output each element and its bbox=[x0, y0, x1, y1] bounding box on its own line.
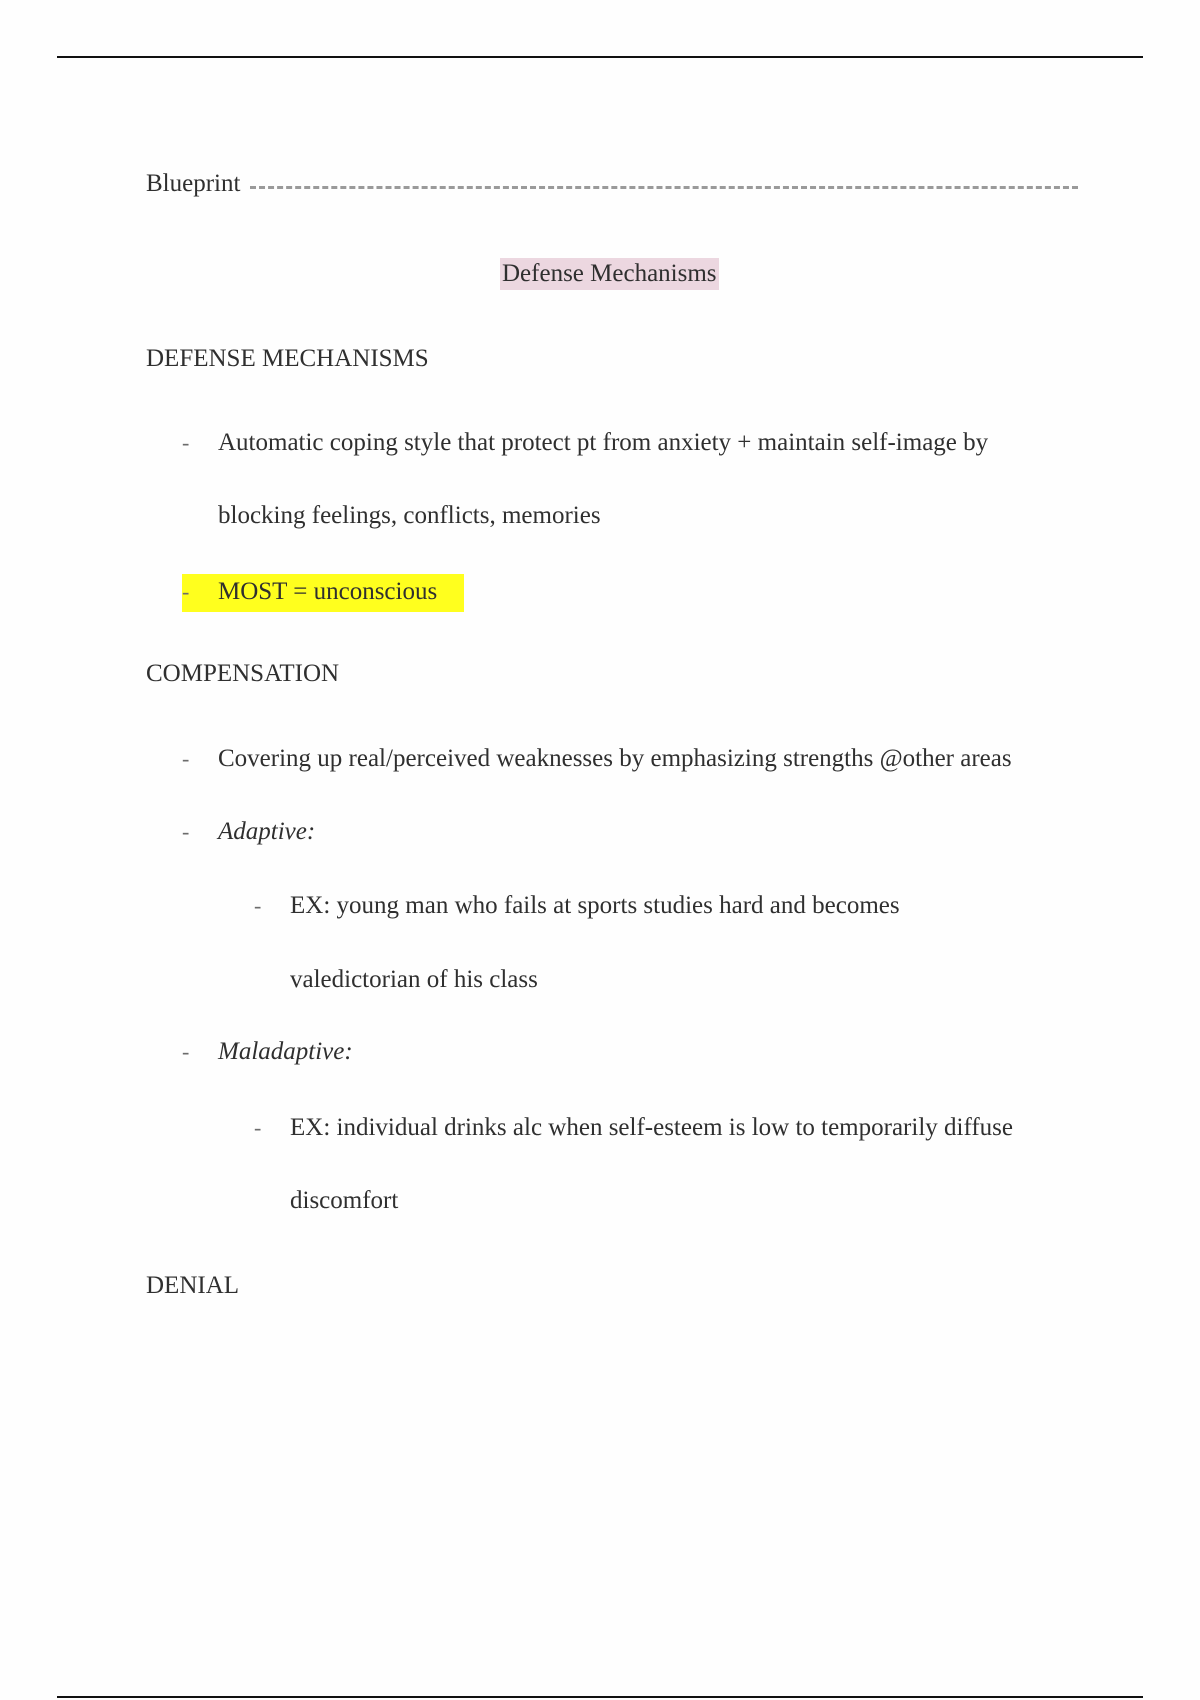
defense-bullet-1-line-1: Automatic coping style that protect pt from anxiety + maintain self-image by bbox=[218, 429, 989, 456]
compensation-bullet-1: Covering up real/perceived weaknesses by emphasizing strengths @other areas bbox=[218, 745, 1012, 772]
page-bottom-rule bbox=[57, 1696, 1143, 1698]
adaptive-example-line-2: valedictorian of his class bbox=[290, 966, 538, 993]
blueprint-header bbox=[146, 168, 1078, 200]
bullet-dash: - bbox=[182, 819, 190, 844]
bullet-dash: - bbox=[182, 746, 190, 771]
bullet-dash: - bbox=[182, 579, 190, 604]
document-title: Defense Mechanisms bbox=[500, 258, 719, 290]
bullet-dash: - bbox=[182, 1039, 190, 1064]
bullet-dash: - bbox=[254, 893, 262, 918]
section-heading-defense-mechanisms: DEFENSE MECHANISMS bbox=[146, 345, 429, 372]
bullet-dash: - bbox=[182, 430, 190, 455]
blueprint-label: Blueprint bbox=[146, 170, 241, 197]
bullet-dash: - bbox=[254, 1115, 262, 1140]
defense-bullet-2: MOST = unconscious bbox=[218, 578, 438, 605]
maladaptive-example-line-2: discomfort bbox=[290, 1187, 399, 1214]
maladaptive-label: Maladaptive: bbox=[218, 1038, 353, 1065]
defense-bullet-1-line-2: blocking feelings, conflicts, memories bbox=[218, 502, 601, 529]
page-top-rule bbox=[57, 56, 1143, 58]
adaptive-label: Adaptive: bbox=[218, 818, 316, 845]
maladaptive-example-line-1: EX: individual drinks alc when self-esteem is low to temporarily diffuse bbox=[290, 1114, 1013, 1141]
section-heading-denial: DENIAL bbox=[146, 1272, 240, 1299]
blueprint-dashed-line bbox=[250, 186, 1078, 189]
adaptive-example-line-1: EX: young man who fails at sports studies hard and becomes bbox=[290, 892, 900, 919]
section-heading-compensation: COMPENSATION bbox=[146, 660, 340, 687]
